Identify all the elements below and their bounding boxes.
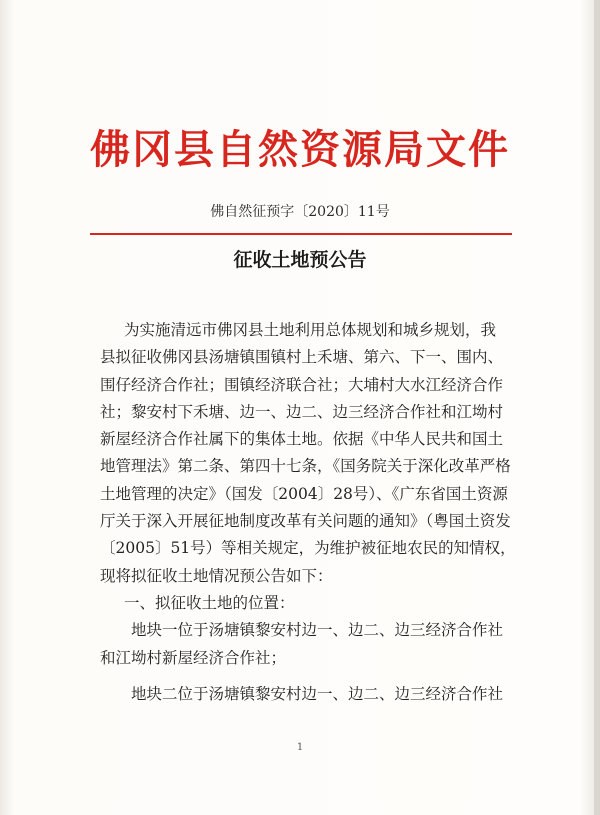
section-heading: 一、拟征收土地的位置： [124, 593, 295, 612]
page-number: 1 [296, 742, 304, 753]
body-line: 土地管理的决定》（国发〔2004〕28号）、《广东省国土资源 [100, 484, 508, 503]
body-line: 和江坳村新屋经济合作社； [100, 648, 287, 667]
body-line: 厅关于深入开展征地制度改革有关问题的通知》（粤国土资发 [100, 512, 511, 531]
body-line: 为实施清远市佛冈县土地利用总体规划和城乡规划，我 [124, 321, 497, 339]
body-line: 社；黎安村下禾塘、边一、边二、边三经济合作社和江坳村 [100, 402, 504, 421]
body-line: 〔2005〕51号）等相关规定，为维护被征地农民的知情权， [100, 539, 516, 558]
document-number: 佛自然征预字〔2020〕11号 [210, 204, 390, 220]
body-line: 地管理法》第二条、第四十七条，《国务院关于深化改革严格 [100, 457, 511, 476]
body-line: 新屋经济合作社属下的集体土地。依据《中华人民共和国土 [100, 430, 504, 449]
red-divider-line [90, 233, 512, 235]
notice-body [100, 317, 516, 708]
body-line: 县拟征收佛冈县汤塘镇围镇村上禾塘、第六、下一、围内、 [100, 348, 504, 367]
agency-document-header: 佛冈县自然资源局文件 [90, 126, 510, 173]
body-line: 地块二位于汤塘镇黎安村边一、边二、边三经济合作社 [131, 684, 504, 703]
body-line: 围仔经济合作社；围镇经济联合社；大埔村大水江经济合作 [100, 375, 504, 394]
notice-title: 征收土地预公告 [233, 249, 367, 271]
body-line: 现将拟征收土地情况预公告如下： [100, 566, 333, 585]
body-line: 地块一位于汤塘镇黎安村边一、边二、边三经济合作社 [131, 621, 504, 640]
